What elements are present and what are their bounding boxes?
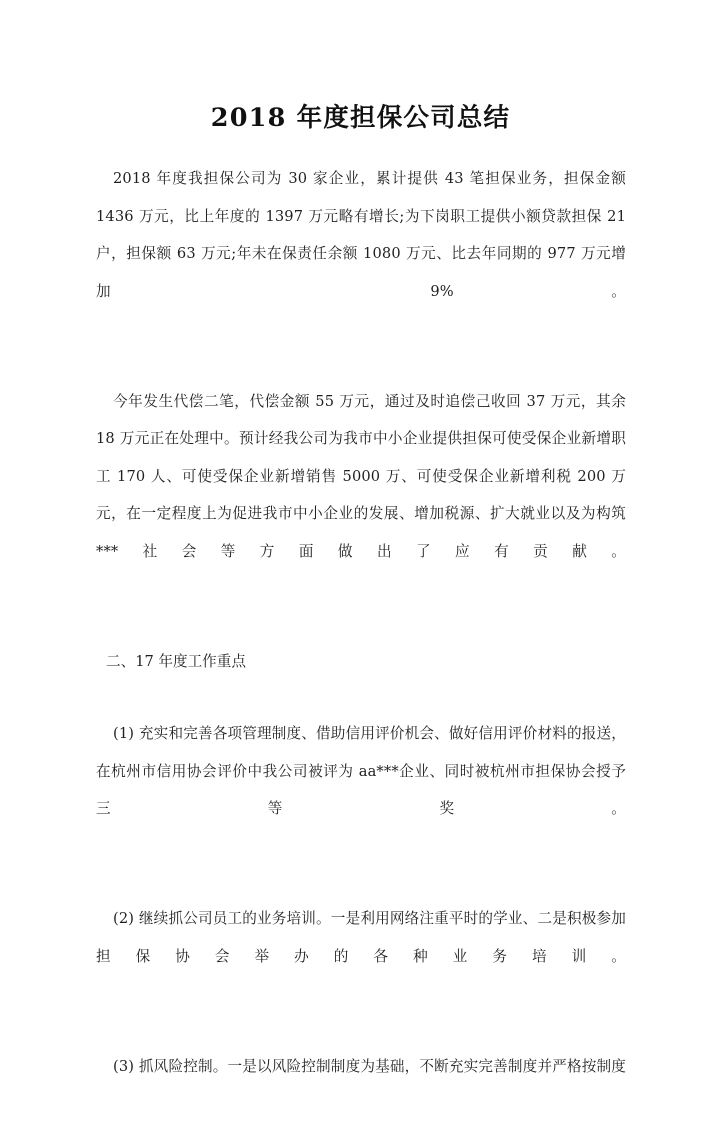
section-heading-work-priorities: 二、17 年度工作重点 bbox=[106, 652, 246, 670]
page-title: 2018 年度担保公司总结 bbox=[210, 103, 511, 134]
paragraph-item-3: (3) 抓风险控制。一是以风险控制制度为基础，不断充实完善制度并严格按制度 bbox=[113, 1057, 626, 1075]
document-body bbox=[96, 160, 626, 1123]
paragraph-item-2: (2) 继续抓公司员工的业务培训。一是利用网络注重平时的学业、二是积极参加担保协会举办的各种业务培训。 bbox=[96, 910, 626, 965]
paragraph-2: 今年发生代偿二笔，代偿金额 55 万元，通过及时追偿己收回 37 万元，其余 18 万元正在处理中。预计经我公司为我市中小企业提供担保可使受保企业新增职工 170 人、可使受保企业新增销售 5000 万、可使受保企业新增利税 200 万元，在一定程度上为促进我市中小企业的发展、增加税源、扩大就业以及为构筑***社会等方面做出了应有贡献。 bbox=[96, 392, 626, 560]
paragraph-item-1: (1) 充实和完善各项管理制度、借助信用评价机会、做好信用评价材料的报送，在杭州市信用协会评价中我公司被评为 aa***企业、同时被杭州市担保协会授予三等奖。 bbox=[96, 725, 626, 817]
paragraph-1: 2018 年度我担保公司为 30 家企业，累计提供 43 笔担保业务，担保金额 1436 万元，比上年度的 1397 万元略有增长;为下岗职工提供小额贷款担保 21 户，担保额 63 万元;年未在保责任余额 1080 万元、比去年同期的 977 万元增加 9%。 bbox=[96, 170, 626, 300]
